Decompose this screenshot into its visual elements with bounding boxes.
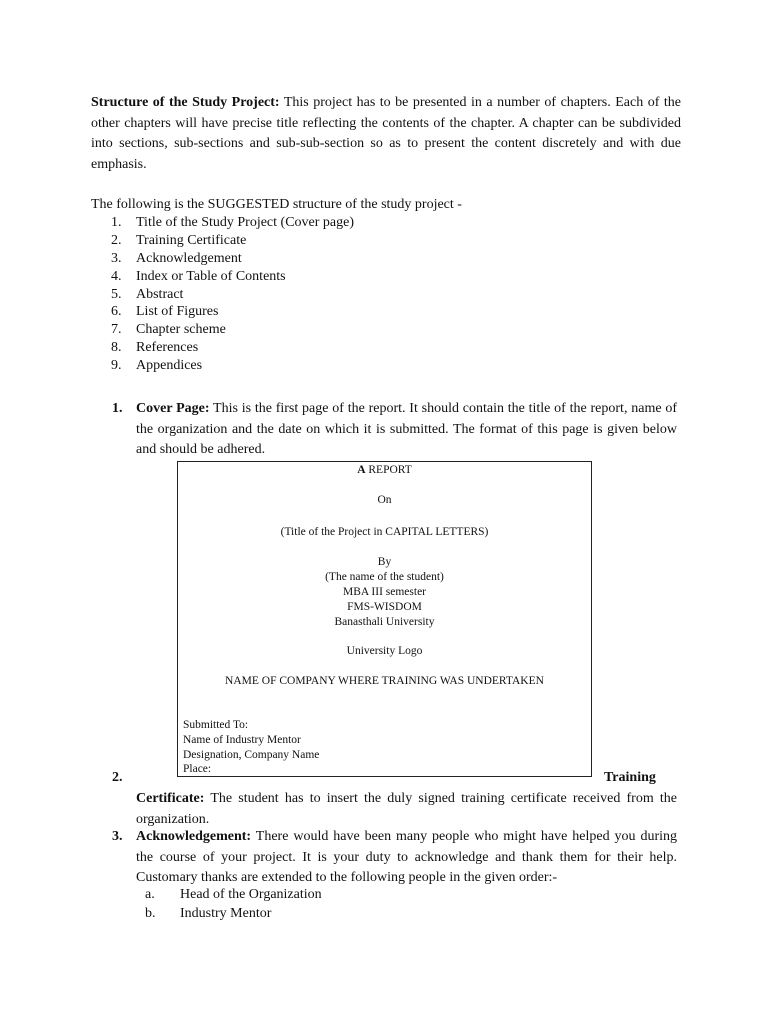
submitted-to-label: Submitted To: xyxy=(183,719,249,731)
acknowledgement-list xyxy=(145,885,322,923)
training-heading-part2: Certificate: xyxy=(136,791,205,806)
designation-placeholder: Designation, Company Name xyxy=(183,749,320,761)
intro-text: This project has to be presented in a number of chapters. Each of the other chapters will have precise title reflecting the contents of the chapter. A chapter can be subdivided into sections, sub-sections and sub-sub-section so as to present the content discretely and with due emphasis. xyxy=(91,95,681,172)
list-item: 4. Index or Table of Contents xyxy=(111,268,286,284)
by-label: By xyxy=(377,556,392,568)
section-number: 2. xyxy=(112,770,123,785)
section-number: 3. xyxy=(112,829,123,844)
acknowledgement-heading: Acknowledgement: xyxy=(136,829,252,844)
report-label: A REPORT xyxy=(357,464,412,476)
list-item: 3. Acknowledgement xyxy=(111,250,242,266)
section-number: 1. xyxy=(112,401,123,416)
cover-page-heading: Cover Page: xyxy=(136,401,210,416)
project-title-placeholder: (Title of the Project in CAPITAL LETTERS) xyxy=(280,526,489,538)
cover-page-template xyxy=(177,461,592,777)
training-heading-part1: Training xyxy=(604,770,656,785)
company-name-placeholder: NAME OF COMPANY WHERE TRAINING WAS UNDERTAKEN xyxy=(225,675,544,687)
list-item: 1. Title of the Study Project (Cover page) xyxy=(111,215,355,230)
acknowledgement-text: Acknowledgement: There would have been many people who might have helped you during the course of your project. It is your duty to acknowledge and thank them for their help. Customary thanks are extended to the following people in the given order:- xyxy=(136,829,677,886)
department-label: FMS-WISDOM xyxy=(347,601,422,613)
list-item: 8. References xyxy=(111,340,199,356)
intro-heading: Structure of the Study Project: xyxy=(91,95,280,110)
semester-label: MBA III semester xyxy=(342,586,427,598)
list-item: 5. Abstract xyxy=(111,286,184,302)
cover-page-section xyxy=(112,399,677,461)
list-item: 7. Chapter scheme xyxy=(111,322,226,338)
acknowledgement-section xyxy=(112,827,677,889)
list-item: 6. List of Figures xyxy=(111,304,219,320)
list-item: 9. Appendices xyxy=(111,358,203,374)
university-logo-placeholder: University Logo xyxy=(346,645,423,657)
on-label: On xyxy=(377,494,392,506)
place-label: Place: xyxy=(183,763,212,775)
list-item: b. Industry Mentor xyxy=(145,906,272,921)
suggested-intro: The following is the SUGGESTED structure of the study project - xyxy=(91,197,462,212)
mentor-name-placeholder: Name of Industry Mentor xyxy=(183,734,301,746)
list-item: a. Head of the Organization xyxy=(145,887,322,902)
student-name-placeholder: (The name of the student) xyxy=(325,571,444,583)
intro-paragraph xyxy=(91,93,681,175)
training-text: Certificate: The student has to insert the duly signed training certificate received from the organization. xyxy=(136,791,677,827)
list-item: 2. Training Certificate xyxy=(111,232,247,248)
structure-list xyxy=(111,214,354,375)
cover-page-text: Cover Page: This is the first page of the report. It should contain the title of the report, name of the organization and the date on which it is submitted. The format of this page is given below and should be adhered. xyxy=(136,401,677,458)
university-label: Banasthali University xyxy=(334,616,435,628)
